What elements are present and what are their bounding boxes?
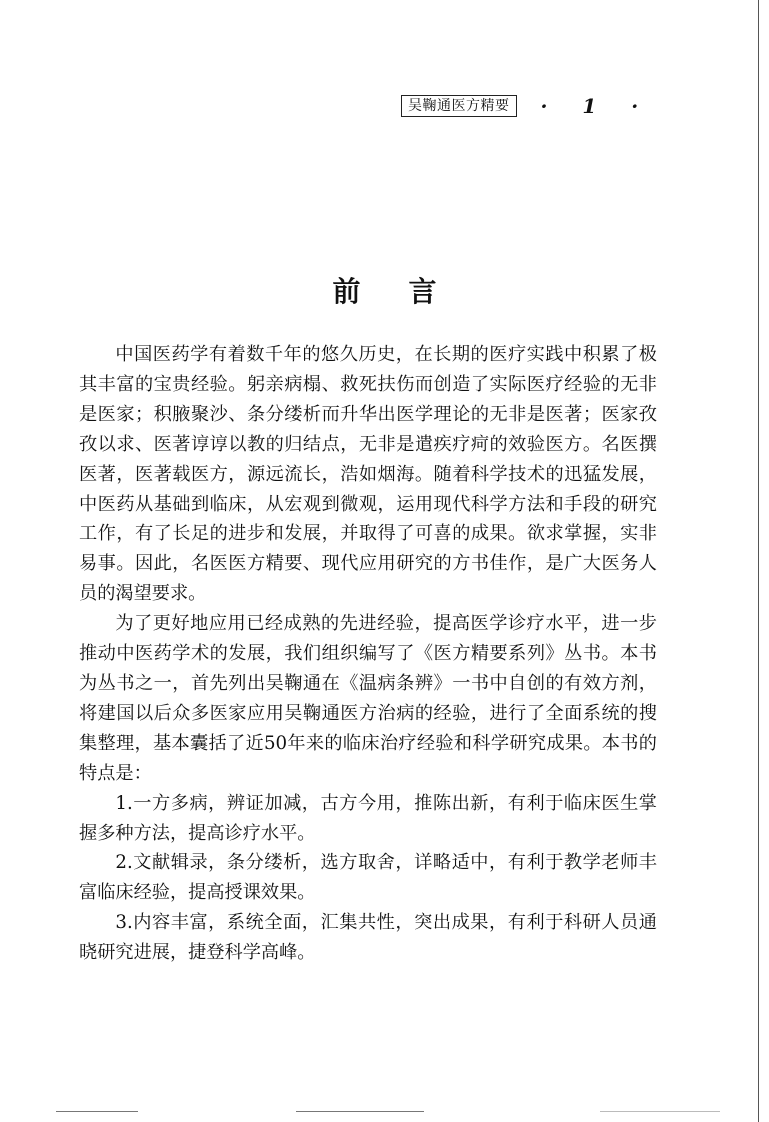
footer-rule (56, 1111, 138, 1112)
paragraph-intro: 中国医药学有着数千年的悠久历史，在长期的医疗实践中积累了极其丰富的宝贵经验。躬亲病榻、救死扶伤而创造了实际医疗经验的无非是医家；积腋聚沙、条分缕析而升华出医学理论的无非是医著；医家孜孜以求、医著谆谆以教的归结点，无非是遣疾疗疴的效验医方。名医撰医著，医著载医方，源远流长，浩如烟海。随着科学技术的迅猛发展，中医药从基础到临床，从宏观到微观，运用现代科学方法和手段的研究工作，有了长足的进步和发展，并取得了可喜的成果。欲求掌握，实非易事。因此，名医医方精要、现代应用研究的方书佳作，是广大医务人员的渴望要求。 (79, 344, 657, 605)
page-number: · 1 · (540, 94, 653, 118)
footer-rule (600, 1111, 720, 1112)
footer-rule (296, 1111, 424, 1112)
paragraph-purpose: 为了更好地应用已经成熟的先进经验，提高医学诊疗水平，进一步推动中医药学术的发展，我们组织编写了《医方精要系列》丛书。本书为丛书之一，首先列出吴鞠通在《温病条辨》一书中自创的有效方剂，将建国以后众多医家应用吴鞠通医方治病的经验，进行了全面系统的搜集整理，基本囊括了近50年来的临床治疗经验和科学研究成果。本书的特点是： (79, 613, 657, 784)
page-edge-rule (758, 0, 759, 1122)
running-title: 吴鞠通医方精要 (401, 95, 517, 117)
feature-item-3: 3.内容丰富，系统全面，汇集共性，突出成果，有利于科研人员通晓研究进展，捷登科学高峰。 (79, 912, 657, 964)
section-title: 前言 (332, 275, 485, 308)
feature-item-2: 2.文献辑录，条分缕析，选方取舍，详略适中，有利于教学老师丰富临床经验，提高授课效果。 (79, 852, 657, 904)
feature-item-1: 1.一方多病，辨证加减，古方今用，推陈出新，有利于临床医生掌握多种方法，提高诊疗水平。 (79, 792, 657, 844)
page-header (401, 94, 652, 118)
body-text (79, 340, 657, 968)
